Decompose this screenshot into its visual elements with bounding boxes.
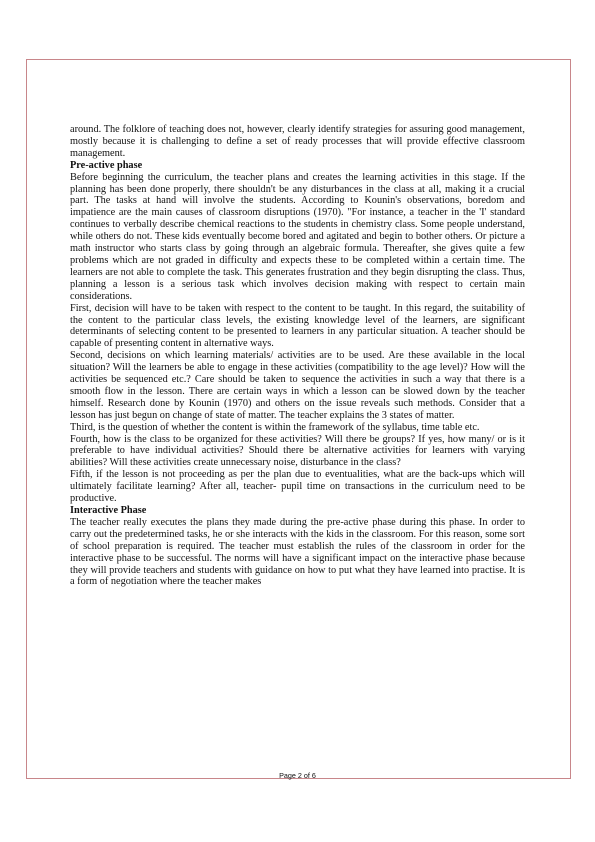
paragraph-continuation: around. The folklore of teaching does not, however, clearly identify strategies for assuring good management, mostly because it is challenging to define a set of ready processes that will provide effective classroom management. [70, 124, 525, 159]
paragraph-fourth-decision: Fourth, how is the class to be organized for these activities? Will there be groups? If yes, how many/ or is it preferable to have individual activities? Should there be alternative activities for learners with varying abilities? Will these activities create unnecessary noise, disturbance in the class? [70, 433, 525, 469]
heading-interactive-phase: Interactive Phase [70, 505, 147, 516]
paragraph-first-decision: First, decision will have to be taken with respect to the content to be taught. In this regard, the suitability of the content to the particular class levels, the existing knowledge level of the learners, are significant determinants of selecting content to be presented to learners in any particular situation. A teacher should be capable of presenting content in alternative ways. [70, 302, 525, 350]
heading-pre-active-phase: Pre-active phase [70, 159, 143, 171]
paragraph-fifth-decision: Fifth, if the lesson is not proceeding as per the plan due to eventualities, what are the back-ups which will ultimately facilitate learning? After all, teacher- pupil time on transactions in the curriculum need to be productive. [70, 469, 525, 505]
paragraph-second-decision: Second, decisions on which learning materials/ activities are to be used. Are these available in the local situation? Will the learners be able to engage in these activities (compatibility to the age level)? How will the activities be sequenced etc.? Care should be taken to sequence the activities in such a way that there is a smooth flow in the lesson. There are certain ways in which a lesson can be slowed down by the teacher himself. Research done by Kounin (1970) and others on the issue reveals such methods. Consider that a lesson has just begun on change of state of matter. The teacher explains the 3 states of matter. [70, 350, 525, 421]
page-number: Page 2 of 6 [279, 771, 316, 780]
paragraph-third-decision: Third, is the question of whether the content is within the framework of the syllabus, time table etc. [70, 421, 480, 433]
paragraph-interactive-intro: The teacher really executes the plans they made during the pre-active phase during this phase. In order to carry out the predetermined tasks, he or she interacts with the kids in the classroom. For this reason, some sort of school preparation is required. The teacher must establish the rules of the classroom in order for the interactive phase to be successful. The norms will have a significant impact on the interactive phase because they will provide teachers and students with guidance on how to put what they have learned into practise. It is a form of negotiation where the teacher makes [70, 516, 525, 588]
document-body [70, 124, 525, 588]
paragraph-pre-active-intro: Before beginning the curriculum, the teacher plans and creates the learning activities in this stage. If the planning has been done properly, there shouldn't be any disturbances in the class at all, making it a crucial part. The tasks at hand will involve the students. According to Kounin's observations, boredom and impatience are the main causes of classroom disruptions (1970). "For instance, a teacher in the 'I' standard continues to verbally describe chemical reactions to the students in chemistry class. Some people understand, while others do not. These kids eventually become bored and agitated and begin to bother others. Or picture a math instructor who starts class by going through an algebraic formula. Thereafter, she gives quite a few problems which are not graded in difficulty and expects these to be completed within a certain time. The learners are not able to complete the task. This generates frustration and they begin disrupting the class. Thus, planning a lesson is a serious task which involves decision making with respect to certain main considerations. [70, 171, 525, 302]
